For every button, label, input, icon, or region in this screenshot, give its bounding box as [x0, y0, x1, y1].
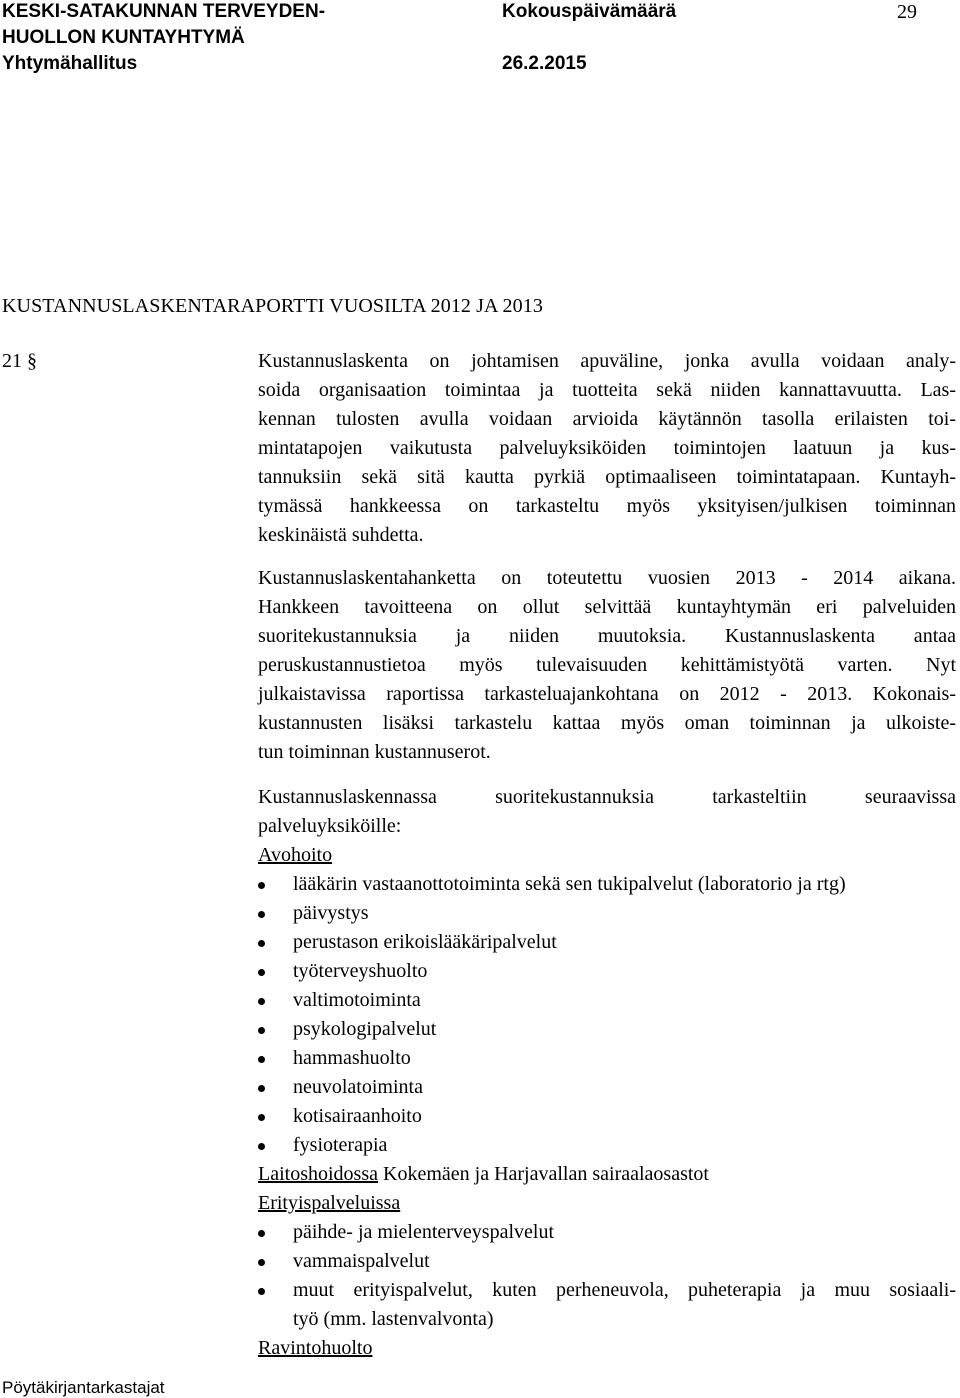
- text-line: Kustannuslaskentahanketta on toteutettu vuosien 2013 - 2014 aikana.: [258, 567, 956, 589]
- bullet-icon: [258, 1288, 265, 1295]
- section-title: KUSTANNUSLASKENTARAPORTTI VUOSILTA 2012 JA 2013: [2, 295, 543, 317]
- text-line: peruskustannustietoa myös tulevaisuuden kehittämistyötä varten. Nyt: [258, 654, 956, 676]
- list-item: perustason erikoislääkäripalvelut: [258, 928, 956, 957]
- text-line: tymässä hankkeessa on tarkasteltu myös yksityisen/julkisen toiminnan: [258, 495, 956, 517]
- org-name-line1: KESKI-SATAKUNNAN TERVEYDEN-: [2, 1, 326, 22]
- list-item: kotisairaanhoito: [258, 1102, 956, 1131]
- laitoshoito-line: [258, 1160, 956, 1189]
- list-item: päihde- ja mielenterveyspalvelut: [258, 1218, 956, 1247]
- text-line: palveluyksiköille:: [258, 815, 402, 837]
- org-name-line2: HUOLLON KUNTAYHTYMÄ: [2, 27, 245, 48]
- bullet-icon: [258, 882, 265, 889]
- list-item: valtimotoiminta: [258, 986, 956, 1015]
- list-item: neuvolatoiminta: [258, 1073, 956, 1102]
- text-line: tannuksiin sekä sitä kautta pyrkiä optimaaliseen toimintatapaan. Kuntayh-: [258, 466, 956, 488]
- laitoshoito-heading: Laitoshoidossa: [258, 1163, 378, 1185]
- meeting-date: 26.2.2015: [502, 53, 587, 74]
- paragraph-units: [258, 783, 956, 1363]
- bullet-icon: [258, 1143, 265, 1150]
- bullet-icon: [258, 1085, 265, 1092]
- bullet-icon: [258, 1056, 265, 1063]
- text-line: työ (mm. lastenvalvonta): [293, 1308, 494, 1330]
- erityispalvelut-list: [258, 1218, 956, 1334]
- list-item: [258, 1276, 956, 1334]
- ravintohuolto-heading: Ravintohuolto: [258, 1337, 373, 1359]
- paragraph-project: [258, 564, 956, 767]
- governing-body: Yhtymähallitus: [2, 53, 138, 74]
- page-number: 29: [897, 1, 917, 23]
- bullet-icon: [258, 969, 265, 976]
- list-item: työterveyshuolto: [258, 957, 956, 986]
- text-line: Hankkeen tavoitteena on ollut selvittää kuntayhtymän eri palveluiden: [258, 596, 956, 618]
- bullet-icon: [258, 998, 265, 1005]
- text-line: Kustannuslaskennassa suoritekustannuksia tarkasteltiin seuraavissa: [258, 786, 956, 808]
- bullet-icon: [258, 1230, 265, 1237]
- bullet-icon: [258, 940, 265, 947]
- section-number: 21 §: [2, 350, 37, 372]
- paragraph-intro: [258, 347, 956, 550]
- text-line: Kustannuslaskenta on johtamisen apuväline, jonka avulla voidaan analy-: [258, 350, 956, 372]
- list-item: vammaispalvelut: [258, 1247, 956, 1276]
- list-item: lääkärin vastaanottotoiminta sekä sen tukipalvelut (laboratorio ja rtg): [258, 870, 956, 899]
- list-item: psykologipalvelut: [258, 1015, 956, 1044]
- list-item: päivystys: [258, 899, 956, 928]
- bullet-icon: [258, 1259, 265, 1266]
- text-line: kustannusten lisäksi tarkastelu kattaa myös oman toiminnan ja ulkoiste-: [258, 712, 956, 734]
- text-line: julkaistavissa raportissa tarkasteluajankohtana on 2012 - 2013. Kokonais-: [258, 683, 956, 705]
- text-line: mintatapojen vaikutusta palveluyksiköiden toimintojen laatuun ja kus-: [258, 437, 956, 459]
- text-line: keskinäistä suhdetta.: [258, 524, 424, 546]
- erityispalvelut-heading: Erityispalveluissa: [258, 1192, 401, 1214]
- text-line: soida organisaation toimintaa ja tuotteita sekä niiden kannattavuutta. Las-: [258, 379, 956, 401]
- bullet-icon: [258, 1027, 265, 1034]
- text-line: kennan tulosten avulla voidaan arvioida käytännön tasolla erilaisten toi-: [258, 408, 956, 430]
- text-line: suoritekustannuksia ja niiden muutoksia. Kustannuslaskenta antaa: [258, 625, 956, 647]
- bullet-icon: [258, 911, 265, 918]
- meeting-date-label: Kokouspäivämäärä: [502, 1, 677, 22]
- list-item: fysioterapia: [258, 1131, 956, 1160]
- laitoshoito-text: Kokemäen ja Harjavallan sairaalaosastot: [378, 1163, 709, 1185]
- bullet-icon: [258, 1114, 265, 1121]
- text-line: muut erityispalvelut, kuten perheneuvola, puheterapia ja muu sosiaali-: [293, 1279, 956, 1301]
- footer-label: Pöytäkirjantarkastajat: [2, 1378, 165, 1397]
- text-line: tun toiminnan kustannuserot.: [258, 741, 491, 763]
- avohoito-list: [258, 870, 956, 1160]
- list-item: hammashuolto: [258, 1044, 956, 1073]
- avohoito-heading: Avohoito: [258, 844, 333, 866]
